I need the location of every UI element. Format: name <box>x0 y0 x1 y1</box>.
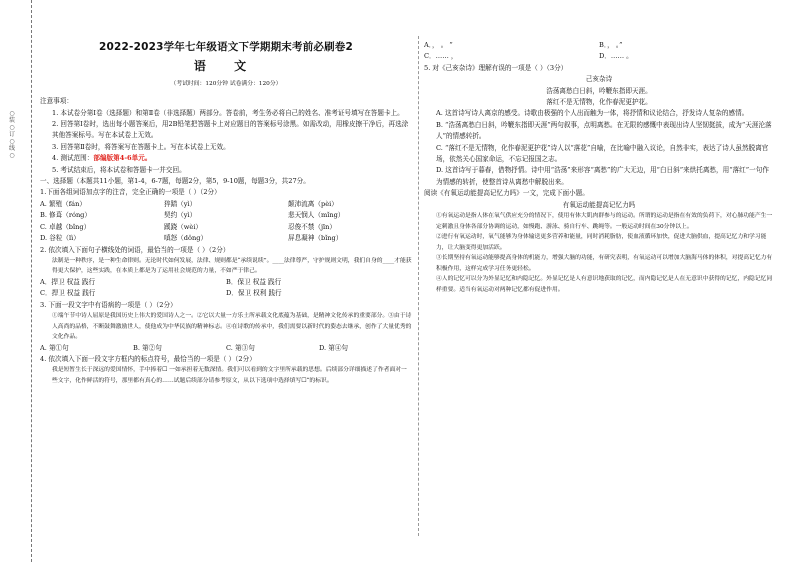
q4-option-d: D．…… 。 <box>599 52 633 61</box>
q4-option-a: A．， 。 ” <box>424 41 453 49</box>
q3-options <box>40 343 412 354</box>
q1-option-c <box>40 222 412 233</box>
q1-a-3: 颠沛流离（pèi） <box>288 199 338 208</box>
q4-text: 我是短暂生长于深远的爱国情怀，手中捧着☐ 一如承担着无数深情。我们可以看到的文字里所承载的思想。后续部分详细描述了作者面对一些文字，化作鲜活的符号，那里都有真心的……试题后续部分请参考原文，从以下选项中选择填写☐“的标识。 <box>52 367 407 384</box>
notice-item-1: 1. 本试卷分第Ⅰ卷（选择题）和第Ⅱ卷（非选择题）两部分。答卷前，考生务必将自己的姓名、准考证号填写在答题卡上。 <box>52 108 404 117</box>
reading-para-2: ②进行有氧运动时，氧气能够为身体输送更多营养和能量，同时消耗脂肪，使血液循环加快，促进大脑供血，提高记忆力和学习能力，让大脑变得更加活跃。 <box>436 234 767 251</box>
exam-title: 2022-2023学年七年级语文下学期期末考前必刷卷2 <box>98 41 353 53</box>
section-1-heading: 一、选择题（本题共11小题，第1-4，6-7题，每题2分，第5，9-10题，每题3分，共27分。 <box>40 177 310 186</box>
q1-d-2: 嗔怒（dǒng） <box>164 234 208 243</box>
q2-stem: 2. 依次填入下面句子横线处的词语，最恰当的一项是（ ）（2分） <box>40 245 230 254</box>
q1-stem: 1.下面各组词语加点字的注音，完全正确的一项是（ ）（2分） <box>40 188 221 197</box>
q1-c-3: 忍俊不禁（jīn） <box>288 222 336 231</box>
poem-line-2: 落红不是无情物，化作春泥更护花。 <box>546 98 652 107</box>
column-divider <box>418 36 419 536</box>
q4-option-b: B．， 。” <box>599 41 623 49</box>
q3-option-a: A. 第①句 <box>40 343 69 352</box>
q2-options <box>40 277 412 300</box>
binding-line-text: ○ 装 ○ 订 ○ 线 ○ <box>8 110 15 159</box>
q3-stem: 3. 下面一段文字中有语病的一项是（ ）（2分） <box>40 300 177 309</box>
q2-option-d: D．保卫 权利 践行 <box>226 289 282 298</box>
q2-option-a: A．捍卫 权益 践行 <box>40 277 96 286</box>
q2-option-b: B．保卫 权益 践行 <box>226 277 282 286</box>
notice-item-3: 3. 回答第Ⅱ卷时，将答案写在答题卡上。写在本试卷上无效。 <box>52 142 230 151</box>
notice-heading: 注意事项： <box>40 97 73 106</box>
q4-options <box>424 40 774 63</box>
q5-option-a: A. 这首诗写诗人离京的感受。诗歌由极强的个人出而触为一体，将抒情和议论结合，抒发诗人复杂的感情。 <box>436 109 749 118</box>
q3-option-b: B. 第②句 <box>133 343 162 352</box>
q1-d-1: D. 谷粒（lì） <box>40 234 80 243</box>
q1-option-b <box>40 210 412 221</box>
notice-item-2: 2. 回答第Ⅰ卷时，选出每小题答案后，用2B铅笔把答题卡上对应题目的答案标号涂黑。如需改动，用橡皮擦干净后，再选涂其他答案标号。写在本试卷上无效。 <box>52 120 409 140</box>
test-scope: 部编版第4-6单元。 <box>93 154 152 163</box>
reading-para-4: ④人的记忆可以分为外显记忆和内隐记忆。外显记忆是人有意识地获取的记忆，而内隐记忆是人在无意识中获得的记忆，内隐记忆同样重要。适当有氧运动对两种记忆都有促进作用。 <box>436 276 773 293</box>
notice-item-4-label: 4. 测试范围： <box>52 154 94 163</box>
q5-option-c: C. “落红不是无情物，化作春泥更护花”诗人以“落花”自喻，在比喻中融入议论，自然非实，表达了诗人虽然脱离官场，依然关心国家命运，不忘记报国之志。 <box>436 143 769 164</box>
reading-para-1: ①有氧运动是指人体在氧气供应充分的情况下，使用有体大肌肉群参与的运动。所谓的运动是指在有效的负荷下，对心肺功能产生一定刺激且身体各部分协调的运动，如慢跑、游泳、骑自行车、跳绳等。一般运动时间在30分钟以上。 <box>436 213 773 230</box>
q1-b-3: 悲天悯人（mǐng） <box>288 211 345 220</box>
q1-b-2: 契约（yì） <box>164 211 197 220</box>
reading-intro: 阅读《有氧运动能提高记忆力吗》一文，完成下面小题。 <box>424 189 589 198</box>
notice-item-4 <box>40 153 412 164</box>
q1-c-2: 蹊跷（wèi） <box>164 222 203 231</box>
notice-item-5: 5. 考试结束后，将本试卷和答题卡一并交回。 <box>52 165 186 174</box>
poem-title: 己亥杂诗 <box>585 75 613 84</box>
q2-option-c: C．捍卫 权益 践行 <box>40 289 96 298</box>
reading-title: 有氧运动能提高记忆力吗 <box>562 200 636 209</box>
q5-option-b: B. “浩荡离愁白日斜，吟鞭东指即天涯”两句叙事，点明离愁。在无限的感慨中表现出诗人坚韧挺拔，成为“天涯沦落人”的情感转折。 <box>436 120 772 141</box>
q1-b-1: B. 修葺（róng） <box>40 211 92 220</box>
q1-d-3: 屏息凝神（bǐng） <box>288 234 343 243</box>
q1-option-a <box>40 199 412 210</box>
q1-a-1: A. 繁殖（fán） <box>40 199 86 208</box>
binding-margin <box>0 0 32 562</box>
q5-option-d: D. 这首诗写于暮春，借物抒情。诗中用“浩荡”来形容“离愁”的广大无边，用“白日斜”来烘托离愁，用“落红”一句作为情感的转折，使整首诗从离愁中解脱出来。 <box>436 166 769 186</box>
q1-option-d <box>40 233 412 244</box>
q4-stem: 4. 依次填入下面一段文字方框内的标点符号，最恰当的一项是（ ）（2分） <box>40 355 256 364</box>
q1-a-2: 猝踏（yì） <box>164 199 197 208</box>
q2-text: 法制是一种秩序，是一种生命律则。无论时代如何发展，法律、规则都是“承续说续”。____法律尊严，守护规则文明，我们自身的____才能获得更大保护，这些实践，在本质上都是为了运用社会规范的力量，不如严于律己。 <box>52 257 412 275</box>
poem-line-1: 浩荡离愁白日斜，吟鞭东指即天涯。 <box>546 86 652 95</box>
q3-option-c: C. 第③句 <box>226 343 255 352</box>
right-column <box>424 0 774 562</box>
left-column <box>40 0 412 562</box>
subject-title: 语 文 <box>193 59 259 74</box>
q5-stem: 5. 对《己亥杂诗》理解有误的一项是（ ）（3分） <box>424 63 568 72</box>
q1-c-1: C. 卓越（bǐng） <box>40 222 91 231</box>
q4-option-c: C．…… ， <box>424 52 458 61</box>
exam-meta: （考试时间：120分钟 试卷满分：120分） <box>170 80 282 87</box>
reading-para-3: ③长期坚持有氧运动能够提高身体的机能力，增强大脑的功能，有研究表明，有氧运动可以增加大脑海马体的体积，对提高记忆力有积极作用，这样完成学习任务更轻松。 <box>436 255 773 272</box>
q3-text: ①端午节中诗人屈原是我国历史上伟大的爱国诗人之一。②它以大量一方乐土所承载文化底蕴为基础，是精神文化传承的重要部分。③由于诗人高尚的品格，不断鼓舞激励世人，使他成为中华民族的精神标志。④在诗歌的传承中，我们需要以新时代的姿态去继承，创作了大量优秀的文化作品。 <box>52 313 412 341</box>
q3-option-d: D. 第④句 <box>319 343 349 352</box>
